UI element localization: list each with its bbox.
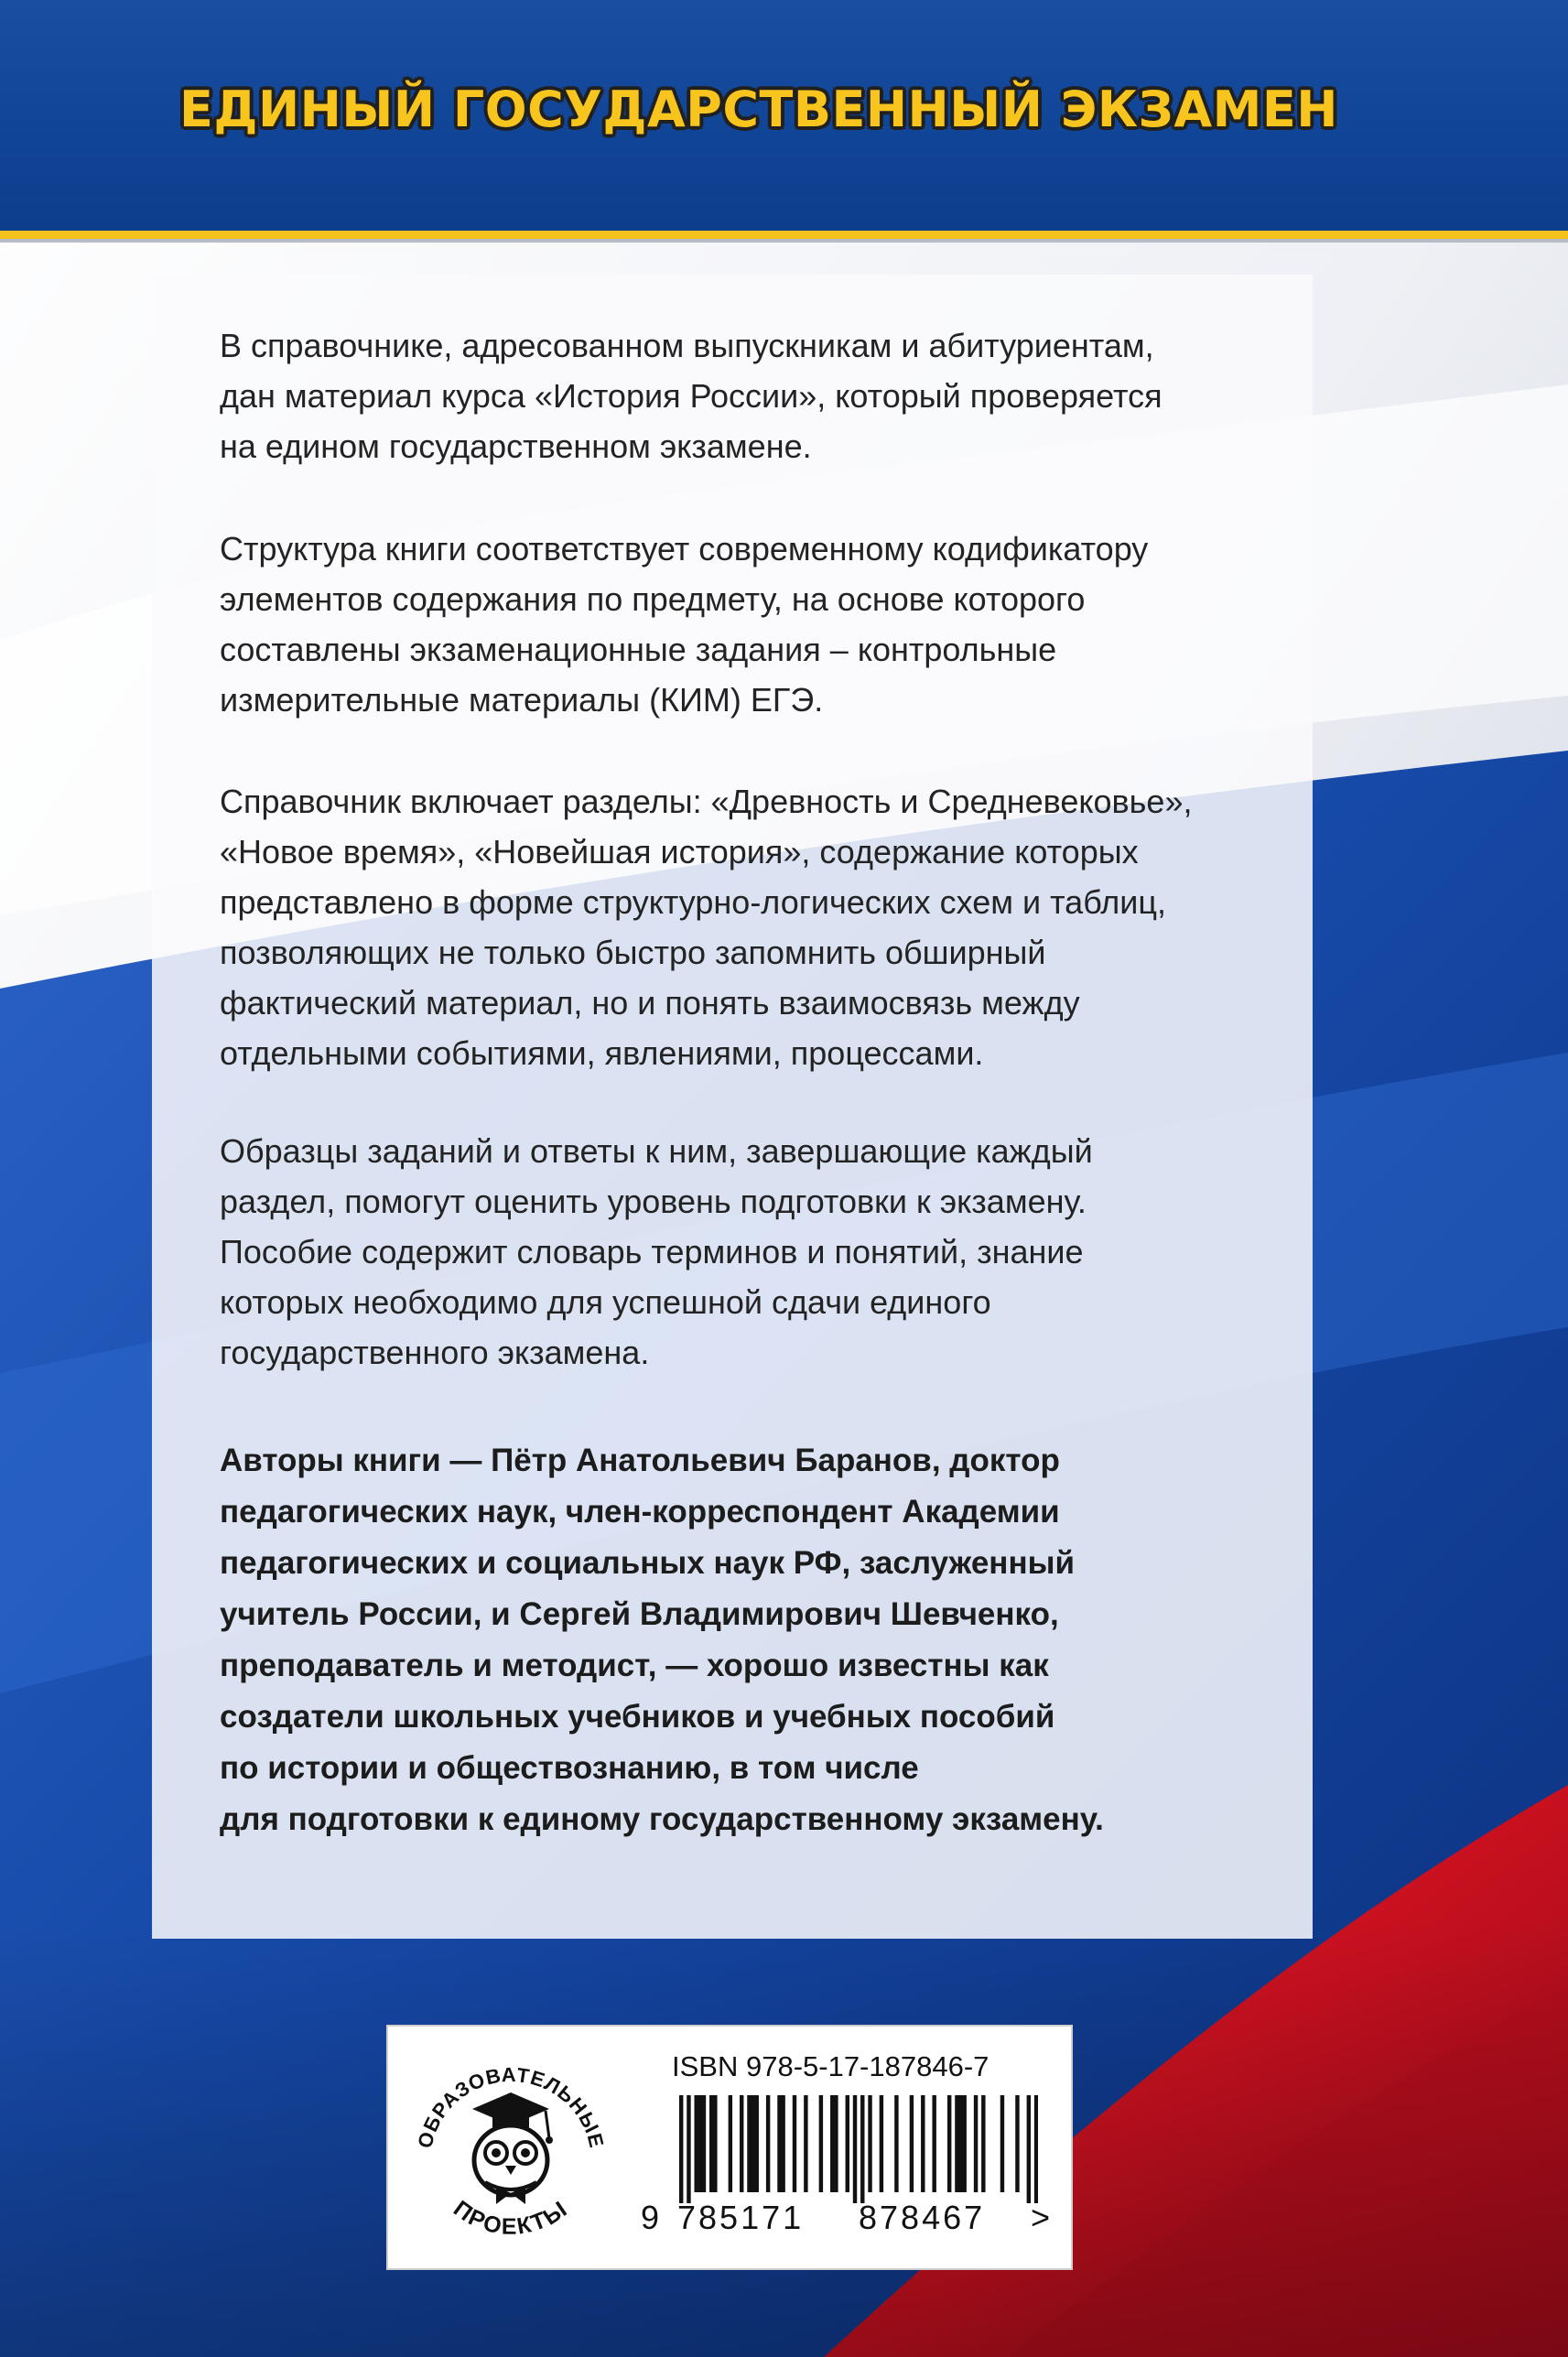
barcode-right-digits: 878467 bbox=[859, 2199, 986, 2236]
barcode-bar bbox=[932, 2095, 935, 2192]
description-paragraph-1 bbox=[220, 320, 1300, 471]
barcode-left-digits: 785171 bbox=[677, 2199, 805, 2236]
text-line: педагогических наук, член-корреспондент Академии bbox=[220, 1494, 1060, 1530]
publisher-arc-text: ОБРАЗОВАТЕЛЬНЫЕ bbox=[413, 2062, 609, 2151]
barcode-bar bbox=[751, 2095, 754, 2192]
barcode-bar bbox=[981, 2095, 985, 2192]
barcode-bar bbox=[958, 2095, 962, 2192]
text-line: составлены экзаменационные задания – контрольные bbox=[220, 631, 1057, 668]
barcode-bar bbox=[921, 2095, 925, 2192]
barcode-bar bbox=[793, 2095, 796, 2192]
text-line: отдельными событиями, явлениями, процессами. bbox=[220, 1034, 984, 1072]
barcode-bar bbox=[962, 2095, 966, 2192]
barcode-bar bbox=[834, 2095, 838, 2192]
owl-figure bbox=[472, 2092, 553, 2204]
series-title: ЕДИНЫЙ ГОСУДАРСТВЕННЫЙ ЭКЗАМЕН bbox=[179, 81, 1338, 138]
barcode-bar bbox=[781, 2095, 784, 2192]
text-line: В справочнике, адресованном выпускникам и абитуриентам, bbox=[220, 327, 1154, 364]
isbn-number: ISBN 978-5-17-187846-7 bbox=[672, 2050, 989, 2082]
authors-paragraph bbox=[220, 1435, 1300, 1845]
text-line: преподаватель и методист, — хорошо известны как bbox=[220, 1648, 1049, 1683]
barcode-bar bbox=[713, 2095, 717, 2192]
barcode-bar bbox=[910, 2095, 914, 2192]
barcode-bar bbox=[702, 2095, 706, 2192]
header-gold-stripe bbox=[0, 231, 1568, 239]
text-line: фактический материал, но и понять взаимосвязь между bbox=[220, 984, 1080, 1022]
text-line: государственного экзамена. bbox=[220, 1334, 650, 1371]
barcode-bar bbox=[860, 2095, 864, 2203]
text-line: представлено в форме структурно-логических схем и таблиц, bbox=[220, 883, 1166, 921]
barcode-bar bbox=[1027, 2095, 1031, 2203]
text-line: по истории и обществознанию, в том числе bbox=[220, 1750, 919, 1786]
barcode-bar bbox=[819, 2095, 823, 2192]
header-gray-stripe bbox=[0, 239, 1568, 243]
text-line: позволяющих не только быстро запомнить обширный bbox=[220, 934, 1046, 971]
barcode-bar bbox=[777, 2095, 781, 2192]
barcode-bar bbox=[747, 2095, 751, 2192]
imprint-box bbox=[386, 2025, 1073, 2270]
text-line: Пособие содержит словарь терминов и понятий, знание bbox=[220, 1233, 1084, 1270]
barcode-first-digit: 9 bbox=[641, 2199, 660, 2236]
description-paragraph-4 bbox=[220, 1126, 1300, 1378]
text-line: Справочник включает разделы: «Древность и Средневековье», bbox=[220, 783, 1193, 820]
text-line: для подготовки к единому государственному экзамену. bbox=[220, 1801, 1104, 1837]
barcode-bar bbox=[894, 2095, 898, 2192]
barcode-bar bbox=[947, 2095, 951, 2192]
owl-graduate-icon bbox=[401, 2036, 621, 2255]
barcode-bar bbox=[687, 2095, 690, 2203]
barcode-bar bbox=[695, 2095, 698, 2192]
barcode-bar bbox=[755, 2095, 759, 2192]
barcode-bar bbox=[679, 2095, 683, 2203]
barcode-bar bbox=[830, 2095, 834, 2192]
text-line: создатели школьных учебников и учебных пособий bbox=[220, 1699, 1055, 1735]
text-line: раздел, помогут оценить уровень подготовки к экзамену. bbox=[220, 1183, 1087, 1220]
text-line: Структура книги соответствует современному кодификатору bbox=[220, 530, 1149, 568]
isbn-barcode bbox=[679, 2095, 1038, 2203]
text-line: Образцы заданий и ответы к ним, завершающие каждый bbox=[220, 1132, 1093, 1170]
description-paragraph-3 bbox=[220, 776, 1300, 1078]
barcode-bar bbox=[880, 2095, 883, 2192]
barcode-bar bbox=[1000, 2095, 1004, 2192]
text-line: педагогических и социальных наук РФ, заслуженный bbox=[220, 1545, 1075, 1581]
barcode-bar bbox=[804, 2095, 807, 2192]
text-line: Авторы книги — Пётр Анатольевич Баранов, доктор bbox=[220, 1443, 1060, 1478]
text-line: на едином государственном экзамене. bbox=[220, 427, 812, 465]
barcode-bar bbox=[740, 2095, 743, 2192]
barcode-bar bbox=[766, 2095, 770, 2192]
publisher-bottom-text: ПРОЕКТЫ bbox=[449, 2195, 573, 2240]
description-paragraph-2 bbox=[220, 524, 1300, 725]
barcode-bar bbox=[729, 2095, 732, 2192]
barcode-bar bbox=[955, 2095, 958, 2192]
barcode-bar bbox=[698, 2095, 702, 2192]
barcode-bar bbox=[868, 2095, 871, 2192]
barcode-bar bbox=[846, 2095, 849, 2192]
text-line: дан материал курса «История России», который проверяется bbox=[220, 377, 1162, 415]
barcode-bar bbox=[1015, 2095, 1019, 2192]
svg-text:ПРОЕКТЫ bbox=[449, 2196, 573, 2240]
text-line: измерительные материалы (КИМ) ЕГЭ. bbox=[220, 681, 824, 719]
text-line: «Новое время», «Новейшая история», содержание которых bbox=[220, 833, 1139, 870]
text-line: элементов содержания по предмету, на основе которого bbox=[220, 580, 1086, 618]
barcode-arrow: > bbox=[1031, 2199, 1051, 2236]
text-line: учитель России, и Сергей Владимирович Шевченко, bbox=[220, 1596, 1059, 1632]
text-line: которых необходимо для успешной сдачи единого bbox=[220, 1283, 991, 1321]
barcode-bar bbox=[974, 2095, 978, 2192]
barcode-bar bbox=[709, 2095, 713, 2192]
barcode-bar bbox=[1034, 2095, 1038, 2203]
barcode-bar bbox=[853, 2095, 857, 2203]
